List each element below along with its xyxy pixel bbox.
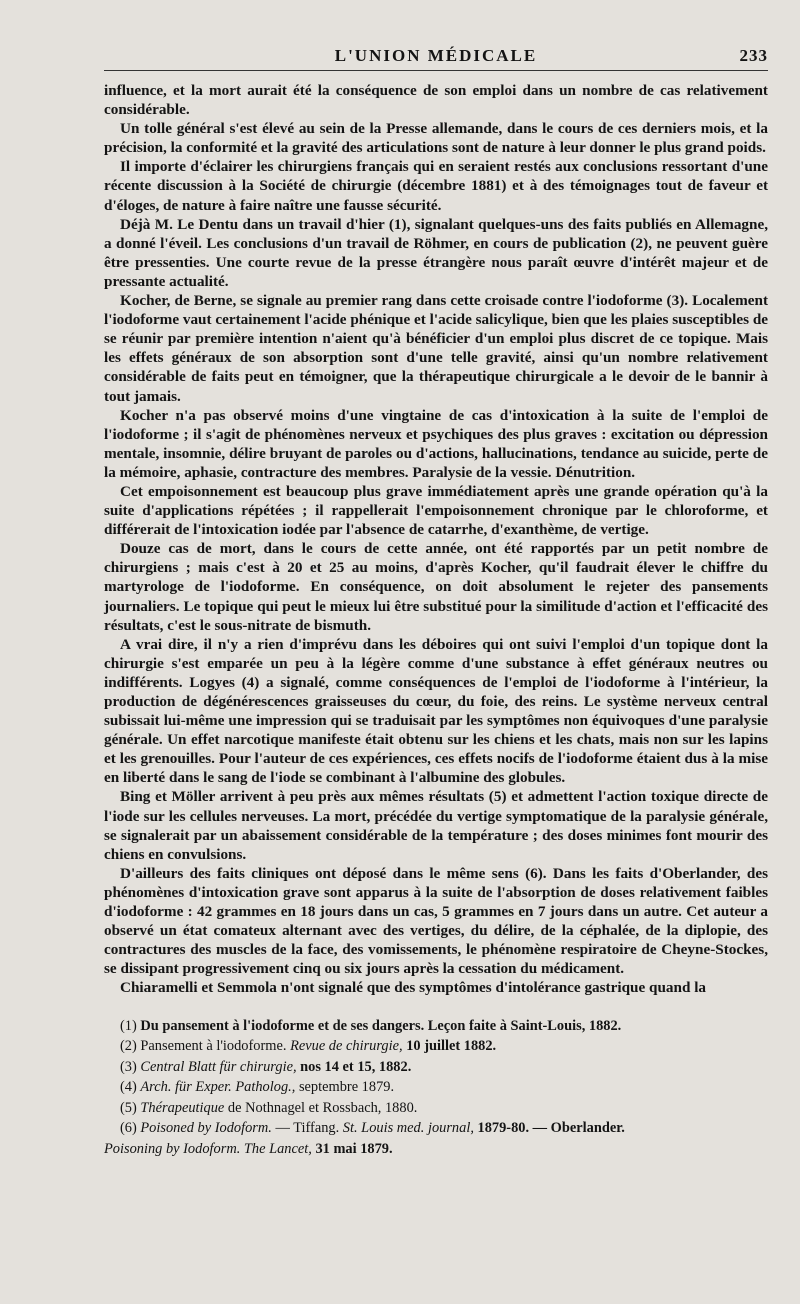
footnote-text: Du pansement à l'iodoforme et de ses dangers. Leçon faite à Saint-Louis, 1882.: [140, 1017, 622, 1034]
article-body: [104, 81, 768, 998]
footnote-number: (3): [120, 1058, 137, 1075]
footnote-5: [104, 1098, 768, 1119]
footnote-6-continued: [104, 1139, 768, 1160]
paragraph: Douze cas de mort, dans le cours de cette année, ont été rapportés par un petit nombre de chirurgiens ; mais c'est à 20 et 25 au moins, d'après Kocher, qu'il faudrait élever le chiffre du martyrologe de l'iodoforme. En conséquence, on doit absolument le rejeter des pansements journaliers. Le topique qui peut le mieux lui être substitué pour la similitude d'action et l'efficacité des résultats, c'est le sous-nitrate de bismuth.: [104, 540, 768, 634]
paragraph: Bing et Möller arrivent à peu près aux mêmes résultats (5) et admettent l'action toxique directe de l'iode sur les cellules nerveuses. La mort, précédée du vertige symptomatique de la paralysie générale, se signalerait par un abaissement considérable de la température ; des doses minimes font mourir des chiens en convulsions.: [104, 788, 768, 863]
paragraph: Un tolle général s'est élevé au sein de la Presse allemande, dans le cours de ces derniers mois, et la précision, la conformité et la gravité des articulations sont de nature à leur donner le plus grand poids.: [104, 120, 768, 157]
footnote-number: (4): [120, 1079, 137, 1095]
footnote-journal: Arch. für Exper. Patholog.,: [140, 1079, 296, 1095]
footnote-journal: Poisoning by Iodoform. The Lancet,: [104, 1140, 312, 1157]
footnote-journal: Thérapeutique: [140, 1099, 225, 1116]
footnote-author: — Tiffang.: [271, 1120, 343, 1136]
page-header: [104, 40, 768, 71]
paragraph: influence, et la mort aurait été la conséquence de son emploi dans un nombre de cas relativement considérable.: [104, 82, 768, 119]
footnote-date: septembre 1879.: [295, 1079, 395, 1095]
footnote-date: 31 mai 1879.: [311, 1140, 393, 1157]
footnote-number: (2): [120, 1038, 137, 1054]
footnote-journal: St. Louis med. journal,: [342, 1120, 474, 1136]
footnotes: [104, 1016, 768, 1160]
footnote-number: (1): [120, 1017, 137, 1034]
footnote-number: (5): [120, 1099, 137, 1116]
footnote-date: de Nothnagel et Rossbach, 1880.: [224, 1099, 418, 1116]
running-title: L'UNION MÉDICALE: [334, 46, 538, 65]
paragraph: Kocher n'a pas observé moins d'une vingtaine de cas d'intoxication à la suite de l'emploi de l'iodoforme ; il s'agit de phénomènes nerveux et psychiques des plus graves : excitation ou dépression mentale, insomnie, délire bruyant de paroles ou d'actions, hallucinations, tendance au suicide, perte de la mémoire, aphasie, contracture des membres. Paralysie de la vessie. Dénutrition.: [104, 406, 768, 481]
footnote-journal: Revue de chirurgie,: [290, 1038, 403, 1054]
paragraph: Cet empoisonnement est beaucoup plus grave immédiatement après une grande opération qu'à la suite d'applications répétées ; il rappellerait l'empoisonnement chronique par le chloroforme, et différerait de l'intoxication iodée par l'absence de catarrhe, d'exanthème, de vertige.: [104, 482, 768, 539]
paragraph: Déjà M. Le Dentu dans un travail d'hier (1), signalant quelques-uns des faits publiés en Allemagne, a donné l'éveil. Les conclusions d'un travail de Röhmer, en cours de publication (2), ne peuvent guère être pressenties. Une courte revue de la presse étrangère nous paraît œuvre d'intérêt majeur et de pressante actualité.: [104, 215, 768, 290]
footnote-2: [104, 1036, 768, 1057]
footnote-1: [104, 1016, 768, 1037]
paragraph: D'ailleurs des faits cliniques ont déposé dans le même sens (6). Dans les faits d'Oberlander, des phénomènes d'intoxication grave sont apparus à la suite de l'absorption de doses relativement faibles d'iodoforme : 42 grammes en 18 jours dans un cas, 5 grammes en 7 jours dans un autre. Cet auteur a observé un état comateux alternant avec des vertiges, du délire, de la céphalée, de la diplopie, des contractures des muscles de la face, des vomissements, le phénomène respiratoire de Cheyne-Stockes, se dissipant progressivement cinq ou six jours après la cessation du médicament.: [104, 864, 768, 978]
footnote-date: 10 juillet 1882.: [402, 1038, 497, 1054]
footnote-number: (6): [120, 1120, 137, 1136]
footnote-date: 1879-80. — Oberlander.: [473, 1120, 625, 1136]
footnote-4: [104, 1077, 768, 1098]
footnote-title: Poisoned by Iodoform.: [140, 1120, 272, 1136]
footnote-journal: Central Blatt für chirurgie,: [140, 1058, 297, 1075]
footnote-date: nos 14 et 15, 1882.: [296, 1058, 412, 1075]
paragraph: Il importe d'éclairer les chirurgiens français qui en seraient restés aux conclusions ressortant d'une récente discussion à la Société de chirurgie (décembre 1881) et à des témoignages tout de faveur et d'éloges, de nature à faire naître une fausse sécurité.: [104, 158, 768, 214]
footnote-3: [104, 1057, 768, 1078]
paragraph: Kocher, de Berne, se signale au premier rang dans cette croisade contre l'iodoforme (3). Localement l'iodoforme vaut certainement l'acide phénique et l'acide salicylique, bien que les plaies susceptibles de se réunir par première intention n'aient qu'à bénéficier d'un emploi plus discret de ce topique. Mais les effets généraux de son absorption sont d'une telle gravité, ainsi qu'un nombre relativement considérable de faits peut en témoigner, que la thérapeutique chirurgicale a le devoir de le bannir à tout jamais.: [104, 292, 769, 405]
page-number: 233: [739, 46, 768, 65]
footnote-6: [104, 1118, 768, 1139]
paragraph: Chiaramelli et Semmola n'ont signalé que des symptômes d'intolérance gastrique quand la: [120, 979, 707, 997]
paragraph: A vrai dire, il n'y a rien d'imprévu dans les déboires qui ont suivi l'emploi d'un topique dont la chirurgie s'est emparée un peu à la légère comme d'une substance à effet généraux neutres ou indifférents. Logyes (4) a signalé, comme conséquences de l'emploi de l'iodoforme à l'intérieur, la production de dégénérescences graisseuses du cœur, du foie, des reins. Le système nerveux central subissait lui-même une impression qui se traduisait par les symptômes non équivoques d'une paralysie générale. Un effet narcotique manifeste était obtenu sur les chiens et les chats, mais non sur les lapins et les grenouilles. Pour l'auteur de ces expériences, ces effets nocifs de l'iodoforme étaient dus à la mise en liberté dans le sang de l'iode se combinant à l'albumine des globules.: [104, 635, 768, 787]
footnote-text: Pansement à l'iodoforme.: [140, 1038, 291, 1054]
